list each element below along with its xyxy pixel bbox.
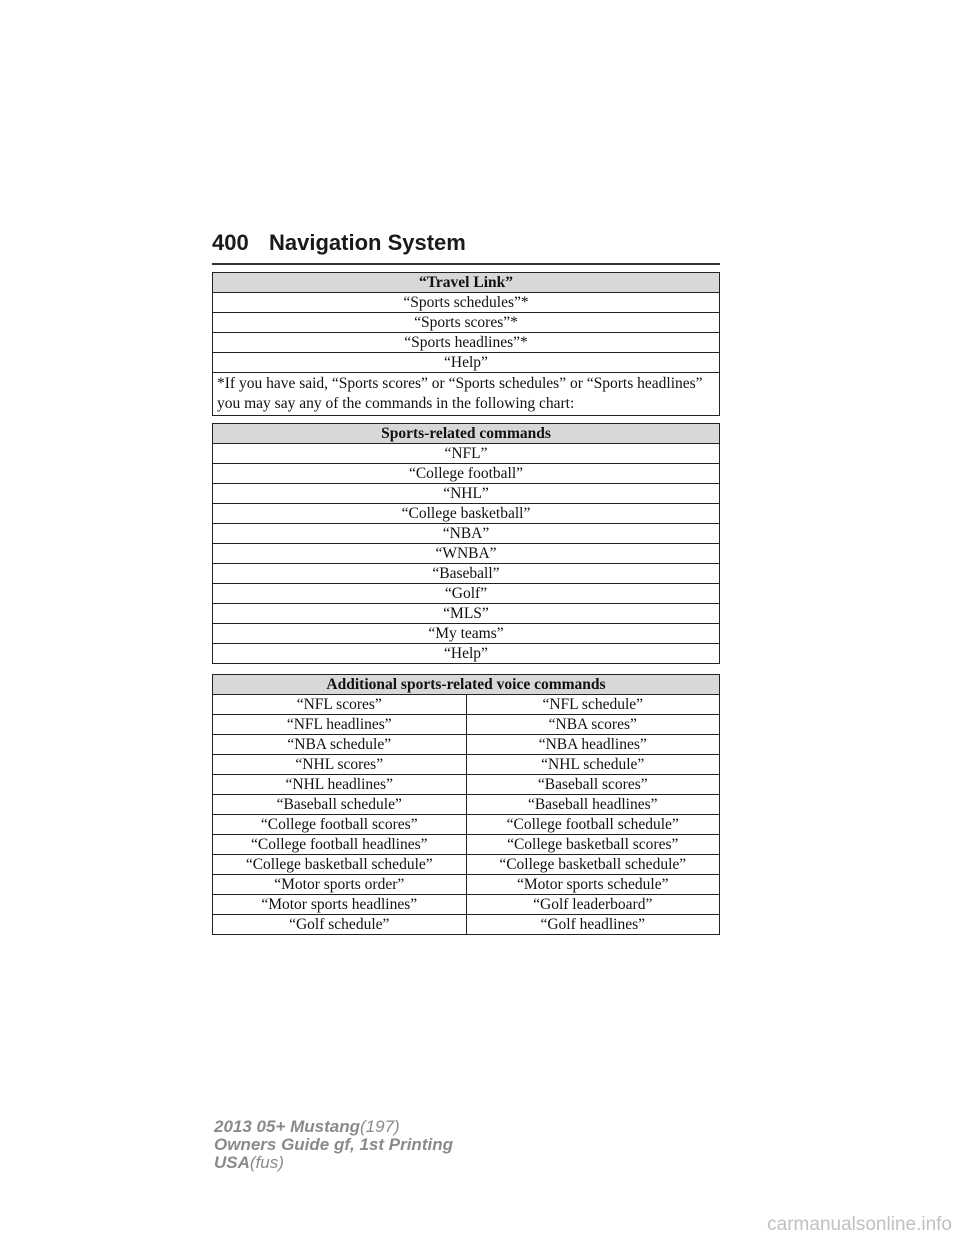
table-row: “Sports schedules”* [213, 293, 720, 313]
table-row [213, 915, 720, 935]
table-row [213, 795, 720, 815]
table-cell: “Golf leaderboard” [466, 895, 720, 915]
table-cell: “Motor sports order” [213, 875, 467, 895]
additional-commands-table [212, 674, 720, 935]
table-row [213, 735, 720, 755]
table-row: “Sports headlines”* [213, 333, 720, 353]
travel-link-table [212, 272, 720, 416]
table-cell: “Baseball headlines” [466, 795, 720, 815]
watermark: carmanualsonline.info [767, 1214, 952, 1235]
table-row: “MLS” [213, 604, 720, 624]
table-row [213, 835, 720, 855]
table-cell: “NHL headlines” [213, 775, 467, 795]
sports-commands-title: Sports-related commands [213, 424, 720, 444]
table-cell: “Motor sports headlines” [213, 895, 467, 915]
table-row [213, 895, 720, 915]
table-row: “College basketball” [213, 504, 720, 524]
table-row [213, 855, 720, 875]
table-cell: “NHL schedule” [466, 755, 720, 775]
table-row: “Help” [213, 644, 720, 664]
footer-line-region [214, 1154, 453, 1172]
footer-model-code: (197) [360, 1117, 400, 1136]
page-header [212, 230, 720, 260]
table-cell: “NBA scores” [466, 715, 720, 735]
table-cell: “College football schedule” [466, 815, 720, 835]
table-row [213, 875, 720, 895]
table-row: “College football” [213, 464, 720, 484]
page-number: 400 [212, 230, 249, 255]
table-cell: “Golf headlines” [466, 915, 720, 935]
table-cell: “NFL headlines” [213, 715, 467, 735]
footer-region-code: (fus) [249, 1153, 284, 1172]
additional-commands-title: Additional sports-related voice commands [213, 675, 720, 695]
footer-model: 2013 05+ Mustang [214, 1117, 360, 1136]
table-row: “NHL” [213, 484, 720, 504]
table-row: “NBA” [213, 524, 720, 544]
sports-commands-table [212, 423, 720, 664]
table-cell: “College basketball schedule” [213, 855, 467, 875]
section-title: Navigation System [269, 230, 466, 255]
table-cell: “NBA schedule” [213, 735, 467, 755]
table-cell: “College basketball schedule” [466, 855, 720, 875]
print-footer [214, 1118, 453, 1172]
table-row: “My teams” [213, 624, 720, 644]
header-rule [212, 263, 720, 265]
table-row: “Golf” [213, 584, 720, 604]
footer-line-guide: Owners Guide gf, 1st Printing [214, 1135, 453, 1154]
table-cell: “Baseball scores” [466, 775, 720, 795]
table-row [213, 715, 720, 735]
table-cell: “College football scores” [213, 815, 467, 835]
table-cell: “NFL schedule” [466, 695, 720, 715]
table-cell: “College football headlines” [213, 835, 467, 855]
table-cell: “Baseball schedule” [213, 795, 467, 815]
table-cell: “NFL scores” [213, 695, 467, 715]
footer-line-model [214, 1118, 453, 1136]
travel-link-note: *If you have said, “Sports scores” or “Sports schedules” or “Sports headlines” you may say any of the commands in the following chart: [213, 373, 720, 416]
table-row: “Sports scores”* [213, 313, 720, 333]
table-row [213, 755, 720, 775]
table-cell: “NBA headlines” [466, 735, 720, 755]
footer-region: USA [214, 1153, 250, 1172]
table-row [213, 815, 720, 835]
table-row [213, 775, 720, 795]
table-row: “Baseball” [213, 564, 720, 584]
table-row: “Help” [213, 353, 720, 373]
table-row [213, 695, 720, 715]
table-cell: “Motor sports schedule” [466, 875, 720, 895]
table-row: “WNBA” [213, 544, 720, 564]
table-cell: “NHL scores” [213, 755, 467, 775]
table-cell: “Golf schedule” [213, 915, 467, 935]
travel-link-title: “Travel Link” [213, 273, 720, 293]
table-cell: “College basketball scores” [466, 835, 720, 855]
table-row: “NFL” [213, 444, 720, 464]
